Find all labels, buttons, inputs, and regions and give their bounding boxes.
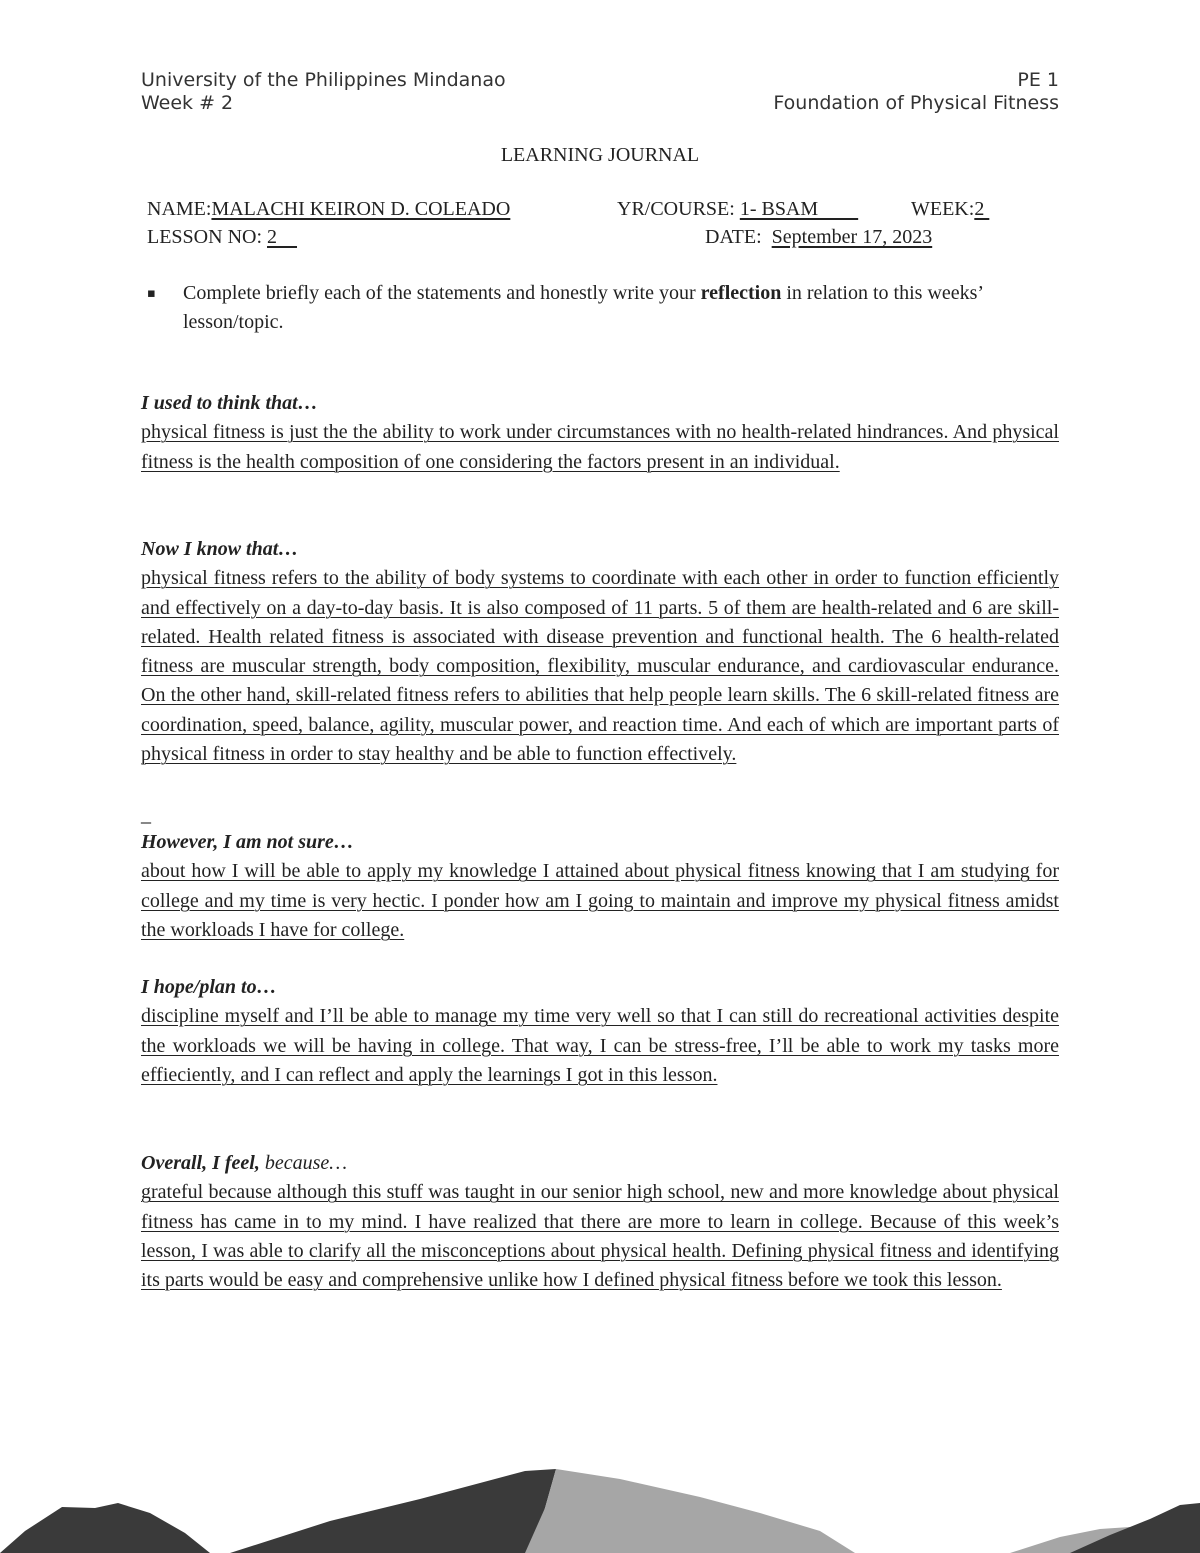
section-text: grateful because although this stuff was taught in our senior high school, new and more knowledge about physical fitness has came in to my mind. I have realized that there are more to learn in college. Because of this week’s lesson, I was able to clarify all the misconceptions about physical health. Defining physical fitness and identifying its parts would be easy and comprehensive unlike how I defined physical fitness before we took this lesson. bbox=[141, 1181, 1059, 1292]
mountain-left bbox=[0, 1503, 210, 1553]
lesson-value: 2 bbox=[267, 226, 298, 248]
section-heading bbox=[141, 1149, 1059, 1178]
instruction-bold: reflection bbox=[700, 282, 782, 304]
section-used-to-think bbox=[141, 389, 1059, 477]
name-label: NAME: bbox=[147, 198, 212, 220]
section-now-i-know bbox=[141, 535, 1059, 769]
section-heading: Now I know that… bbox=[141, 538, 299, 560]
section-text: discipline myself and I’ll be able to manage my time very well so that I can still do recreational activities despite the workloads we will be having in college. That way, I can be stress-free, I’ll be able to work my tasks more effieciently, and I can reflect and apply the learnings I got in this lesson. bbox=[141, 1005, 1059, 1086]
lesson-field bbox=[147, 226, 297, 249]
stray-underscore: _ bbox=[141, 804, 151, 826]
date-value: September 17, 2023 bbox=[771, 226, 933, 248]
course-code: PE 1 bbox=[1017, 69, 1059, 91]
mountain-center-dark bbox=[230, 1469, 556, 1553]
section-not-sure bbox=[141, 828, 1059, 945]
mountain-silhouette bbox=[0, 1453, 1200, 1553]
section-heading: However, I am not sure… bbox=[141, 831, 354, 853]
section-text: physical fitness refers to the ability of body systems to coordinate with each other in order to function efficiently and effectively on a day-to-day basis. It is also composed of 11 parts. 5 of them are health-related and 6 are skill-related. Health related fitness is associated with disease prevention and functional health. The 6 health-related fitness are muscular strength, body composition, flexibility, muscular endurance, and cardiovascular endurance. On the other hand, skill-related fitness refers to abilities that help people learn skills. The 6 skill-related fitness are coordination, speed, balance, agility, muscular power, and reaction time. And each of which are important parts of physical fitness in order to stay healthy and be able to function effectively. bbox=[141, 567, 1059, 766]
week-number: Week # 2 bbox=[141, 92, 234, 114]
date-field bbox=[705, 226, 932, 249]
week-field bbox=[911, 198, 989, 221]
date-label: DATE: bbox=[705, 226, 772, 248]
header-right bbox=[773, 69, 1059, 115]
lesson-label: LESSON NO: bbox=[147, 226, 268, 248]
square-bullet-icon: ▪ bbox=[147, 286, 156, 301]
section-heading: I used to think that… bbox=[141, 392, 318, 414]
university-name: University of the Philippines Mindanao bbox=[141, 69, 506, 91]
section-heading-tail: because… bbox=[264, 1152, 348, 1174]
name-field bbox=[147, 198, 510, 221]
mountain-right-dark bbox=[1070, 1503, 1200, 1553]
section-hope-plan bbox=[141, 973, 1059, 1090]
section-overall bbox=[141, 1149, 1059, 1295]
instruction-text bbox=[183, 279, 1063, 337]
section-heading-main: Overall, I feel, bbox=[141, 1152, 265, 1174]
section-heading: I hope/plan to… bbox=[141, 976, 277, 998]
course-value: 1- BSAM bbox=[739, 198, 859, 220]
week-label: WEEK: bbox=[911, 198, 975, 220]
section-text: about how I will be able to apply my knowledge I attained about physical fitness knowing that I am studying for college and my time is very hectic. I ponder how am I going to maintain and improve my physical fitness amidst the workloads I have for college. bbox=[141, 860, 1059, 941]
name-value: MALACHI KEIRON D. COLEADO bbox=[211, 198, 511, 220]
week-value: 2 bbox=[974, 198, 990, 220]
course-field bbox=[617, 198, 858, 221]
instruction-text-part: in relation to this weeks’ lesson/topic. bbox=[183, 282, 983, 333]
course-subject: Foundation of Physical Fitness bbox=[773, 92, 1059, 114]
section-text: physical fitness is just the the ability to work under circumstances with no health-related hindrances. And physical fitness is the health composition of one considering the factors present in an individual. bbox=[141, 421, 1059, 473]
document-title: LEARNING JOURNAL bbox=[500, 144, 700, 166]
mountain-center-light bbox=[525, 1469, 855, 1553]
instruction-text-part: Complete briefly each of the statements and honestly write your bbox=[183, 282, 701, 304]
course-label: YR/COURSE: bbox=[617, 198, 740, 220]
header-left bbox=[141, 69, 506, 115]
